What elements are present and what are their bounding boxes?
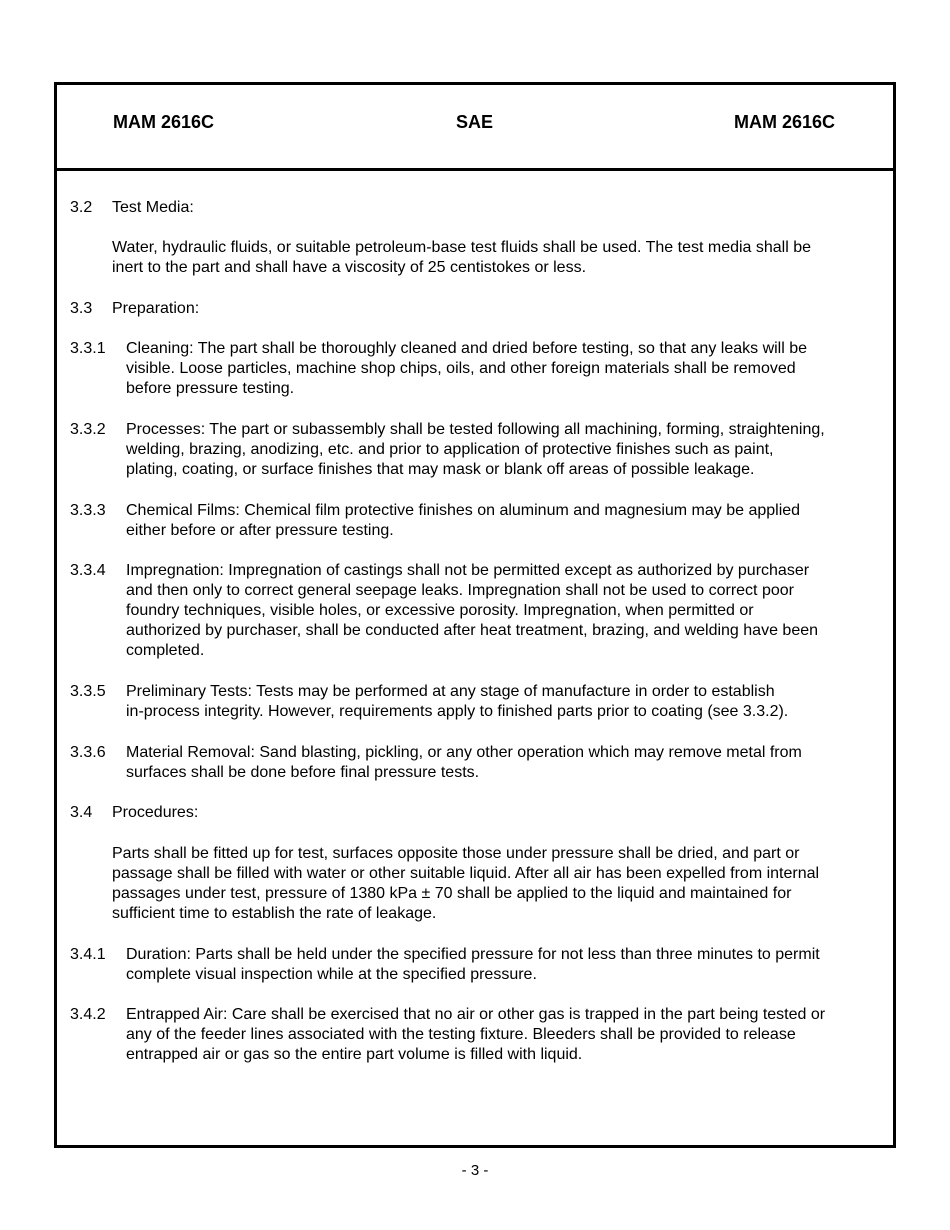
text-line: in-process integrity. However, requirements apply to finished parts prior to coating (see 3.3.2). [126, 703, 789, 720]
text-line: before pressure testing. [126, 380, 295, 397]
text-line: plating, coating, or surface finishes that may mask or blank off areas of possible leakage. [126, 461, 755, 478]
page-number: - 3 - [461, 1162, 489, 1179]
section-heading-procedures [112, 803, 198, 823]
paragraph-cleaning [126, 339, 807, 399]
text-line: completed. [126, 642, 205, 659]
text-line: inert to the part and shall have a viscosity of 25 centistokes or less. [112, 259, 587, 276]
text-line: visible. Loose particles, machine shop chips, oils, and other foreign materials shall be removed [126, 360, 796, 377]
text-line: passage shall be filled with water or other suitable liquid. After all air has been expelled from internal [112, 865, 820, 882]
paragraph-material-removal [126, 743, 802, 783]
section-number: 3.4 [70, 804, 93, 821]
section-number: 3.3.6 [70, 744, 106, 761]
text-line: Parts shall be fitted up for test, surfaces opposite those under pressure shall be dried, and part or [112, 845, 800, 862]
paragraph-duration [126, 945, 820, 985]
paragraph-preliminary-tests [126, 682, 788, 722]
section-number: 3.3.4 [70, 562, 106, 579]
section-heading-test-media [112, 198, 194, 218]
header-doc-id-right: MAM 2616C [734, 112, 836, 132]
text-line: Test Media: [112, 199, 194, 216]
section-heading-preparation [112, 299, 199, 319]
text-line: entrapped air or gas so the entire part volume is filled with liquid. [126, 1046, 583, 1063]
text-line: Preliminary Tests: Tests may be performed at any stage of manufacture in order to establish [126, 683, 775, 700]
section-number: 3.3.3 [70, 502, 106, 519]
text-line: and then only to correct general seepage leaks. Impregnation shall not be used to correct poor [126, 582, 794, 599]
text-line: Water, hydraulic fluids, or suitable petroleum-base test fluids shall be used. The test media shall be [112, 239, 812, 256]
header-doc-id-left: MAM 2616C [113, 112, 215, 132]
paragraph-impregnation [126, 561, 818, 661]
text-line: sufficient time to establish the rate of leakage. [112, 905, 437, 922]
text-line: passages under test, pressure of 1380 kPa ± 70 shall be applied to the liquid and maintained for [112, 885, 792, 902]
text-line: welding, brazing, anodizing, etc. and prior to application of protective finishes such as paint, [126, 441, 774, 458]
text-line: complete visual inspection while at the specified pressure. [126, 966, 537, 983]
text-line: Impregnation: Impregnation of castings shall not be permitted except as authorized by purchaser [126, 562, 810, 579]
text-line: Procedures: [112, 804, 199, 821]
paragraph-chemical-films [126, 501, 800, 541]
text-line: foundry techniques, visible holes, or excessive porosity. Impregnation, when permitted or [126, 602, 754, 619]
text-line: Entrapped Air: Care shall be exercised that no air or other gas is trapped in the part being tested or [126, 1006, 826, 1023]
text-line: any of the feeder lines associated with the testing fixture. Bleeders shall be provided to release [126, 1026, 796, 1043]
text-line: either before or after pressure testing. [126, 522, 394, 539]
section-number: 3.4.1 [70, 946, 106, 963]
text-line: Material Removal: Sand blasting, pickling, or any other operation which may remove metal from [126, 744, 802, 761]
section-number: 3.3.5 [70, 683, 106, 700]
text-line: surfaces shall be done before final pressure tests. [126, 764, 480, 781]
paragraph-procedures [112, 844, 819, 924]
section-number: 3.3 [70, 300, 93, 317]
text-line: authorized by purchaser, shall be conducted after heat treatment, brazing, and welding have been [126, 622, 819, 639]
document-header [57, 85, 893, 171]
text-line: Chemical Films: Chemical film protective finishes on aluminum and magnesium may be applied [126, 502, 801, 519]
header-organization: SAE [456, 112, 494, 132]
paragraph-processes [126, 420, 825, 480]
section-number: 3.2 [70, 199, 93, 216]
text-line: Cleaning: The part shall be thoroughly cleaned and dried before testing, so that any leaks will be [126, 340, 808, 357]
text-line: Preparation: [112, 300, 200, 317]
paragraph-entrapped-air [126, 1005, 825, 1065]
text-line: Processes: The part or subassembly shall be tested following all machining, forming, straightening, [126, 421, 825, 438]
paragraph-test-media [112, 238, 811, 278]
section-number: 3.3.1 [70, 340, 106, 357]
section-number: 3.3.2 [70, 421, 106, 438]
text-line: Duration: Parts shall be held under the specified pressure for not less than three minutes to permit [126, 946, 820, 963]
section-number: 3.4.2 [70, 1006, 106, 1023]
